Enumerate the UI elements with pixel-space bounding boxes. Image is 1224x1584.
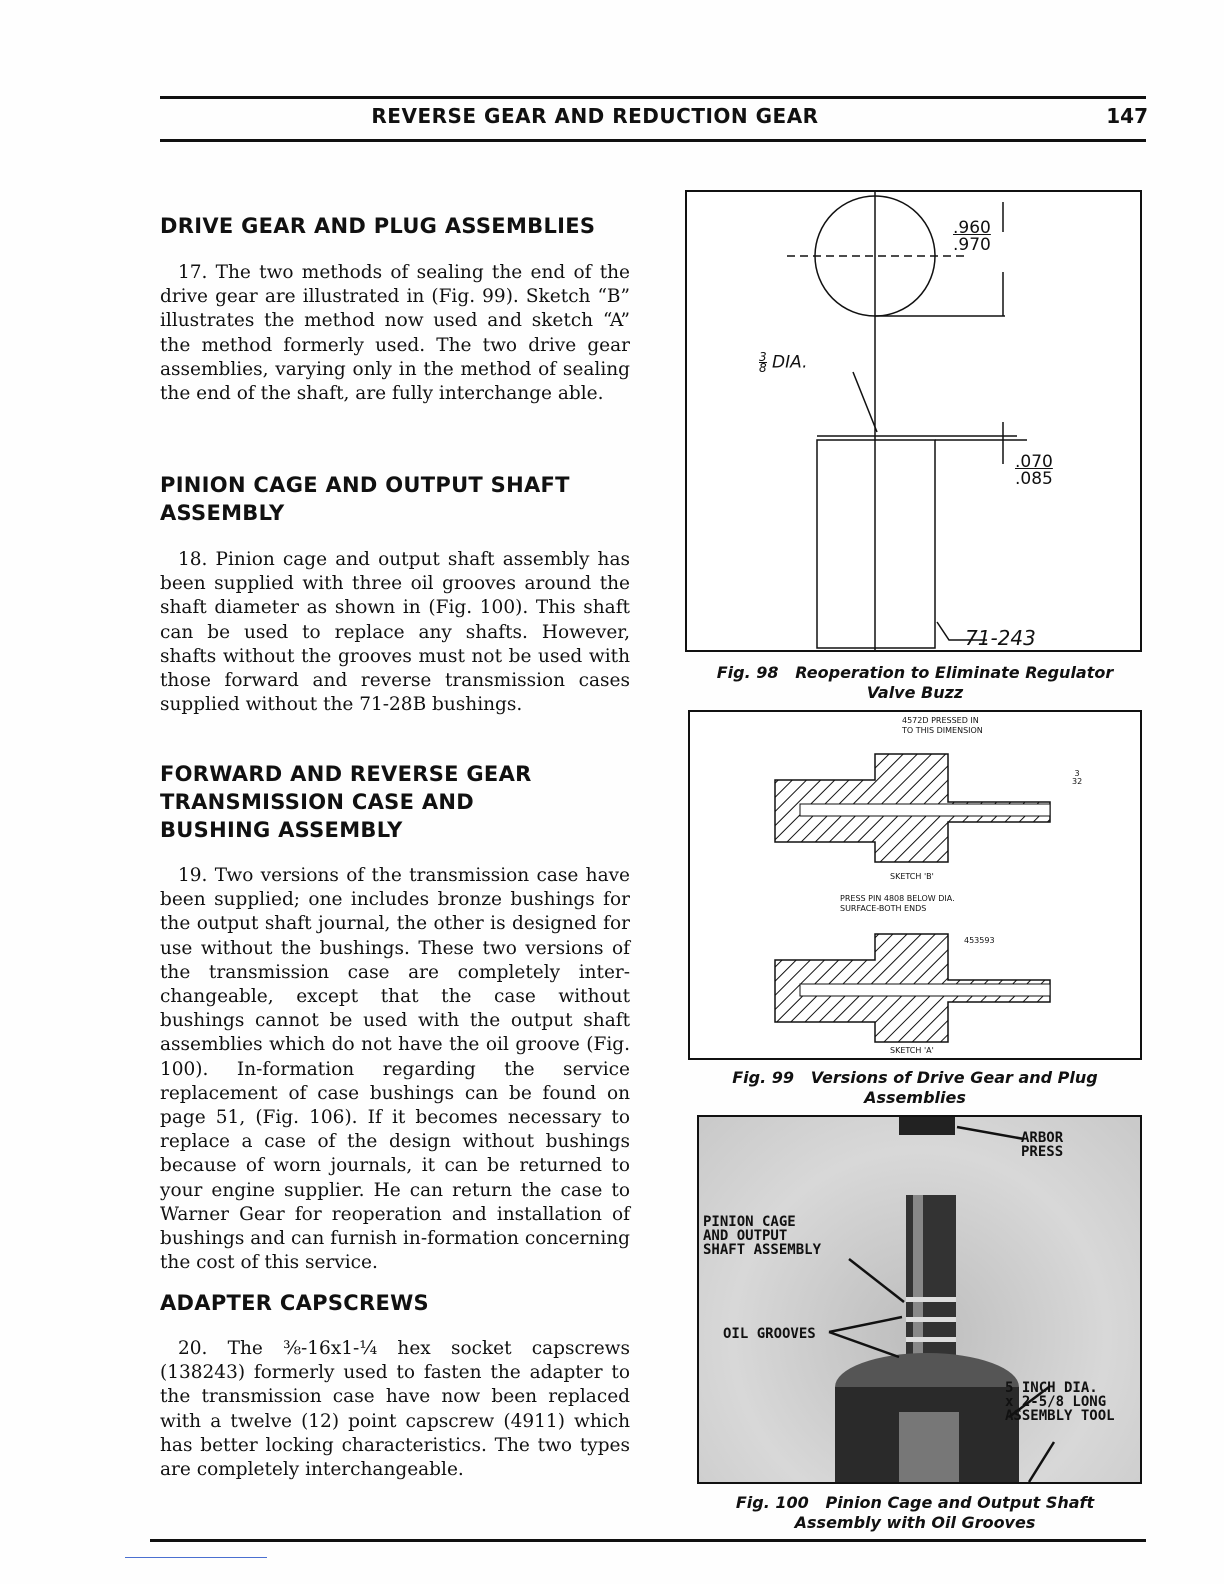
paragraph-20: 20. The ⅜-16x1-¼ hex socket capscrews (138243) formerly used to fasten the adapter to the transmission case have now been replaced with a twelve (12) point capscrew (4911) which has better locking characteristics. The two types are completely interchangeable. [160,1338,630,1481]
section-heading: PINION CAGE AND OUTPUT SHAFT ASSEMBLY [160,473,570,525]
section-heading: FORWARD AND REVERSE GEAR TRANSMISSION CASE AND BUSHING ASSEMBLY [160,762,532,842]
note-dimension: TO THIS DIMENSION [902,726,983,735]
section-heading: ADAPTER CAPSCREWS [160,1291,429,1315]
sketch-a-label: SKETCH 'A' [890,1046,934,1055]
label-tool-dia: 5 INCH DIA. [1005,1380,1098,1396]
note-4572d: 4572D PRESSED IN [902,716,979,725]
figure-99-drawing [688,710,1142,1060]
dim-top-lower: .970 [953,235,991,255]
note-surface: SURFACE-BOTH ENDS [840,904,927,913]
caption-number: Fig. 98 [716,663,779,682]
header-rule-top [160,96,1146,99]
caption-text: Versions of Drive Gear and Plug Assemblies [810,1068,1098,1107]
label-shaft-assembly: SHAFT ASSEMBLY [703,1242,822,1258]
figure-100-photo [697,1115,1142,1484]
figure-99-caption [690,1068,1140,1108]
sketch-b-label: SKETCH 'B' [890,872,934,881]
label-oil-grooves: OIL GROOVES [723,1326,816,1342]
dim-top-upper: .960 [953,218,991,238]
caption-text: Pinion Cage and Output Shaft Assembly with Oil Grooves [794,1493,1095,1532]
dia-denominator: 8 [759,361,767,375]
caption-text: Reoperation to Eliminate Regulator Valve Buzz [795,663,1114,702]
valve-drawing [687,192,1140,650]
shaft-photo [699,1117,1140,1482]
drive-gear-sections [690,712,1140,1058]
fraction-denominator: 32 [1072,777,1083,786]
caption-number: Fig. 100 [735,1493,809,1512]
dia-numerator: 3 [759,350,767,364]
figure-98-drawing [685,190,1142,652]
dim-mid-upper: .070 [1015,452,1053,472]
label-output: AND OUTPUT [703,1228,788,1244]
paragraph-19: 19. Two versions of the transmission case have been supplied; one includes bronze bushings for the output shaft journal, the other is designed for use without the bushings. These two versions of the transmission case are completely inter-changeable, except that the case without bushings cannot be used with the output shaft assemblies which do not have the oil groove (Fig. 100). In-formation regarding the service replacement of case bushings can be found on page 51, (Fig. 106). If it becomes necessary to replace a case of the design without bushings because of worn journals, it can be returned to your engine supplier. He can return the case to Warner Gear for reoperation and installation of bushings and can furnish in-formation concerning the cost of this service. [160,865,630,1274]
section-heading: DRIVE GEAR AND PLUG ASSEMBLIES [160,214,596,238]
running-header: REVERSE GEAR AND REDUCTION GEAR [371,104,819,128]
part-453593: 453593 [964,936,995,945]
figure-98-caption [690,663,1140,703]
dia-label: DIA. [772,352,808,373]
label-arbor: ARBOR [1021,1130,1064,1146]
paragraph-17: 17. The two methods of sealing the end of the drive gear are illustrated in (Fig. 99). Sketch “B” illustrates the method now used and sketch “A” the method formerly used. The two drive gear assemblies, varying only in the method of sealing the end of the shaft, are fully interchange able. [160,262,630,405]
label-pinion: PINION CAGE [703,1214,796,1230]
part-number: 71-243 [965,626,1036,650]
footer-mark [125,1557,267,1558]
footer-rule [150,1539,1146,1542]
dim-mid-lower: .085 [1015,469,1053,489]
label-tool-length: x 2-5/8 LONG [1005,1394,1107,1410]
fraction-numerator: 3 [1074,769,1080,778]
figure-100-caption [690,1493,1140,1533]
header-rule-bottom [160,139,1146,142]
caption-number: Fig. 99 [732,1068,795,1087]
note-press-pin: PRESS PIN 4808 BELOW DIA. [840,894,955,903]
page-number: 147 [1106,104,1148,128]
label-press: PRESS [1021,1144,1064,1160]
paragraph-18: 18. Pinion cage and output shaft assembly has been supplied with three oil grooves around the shaft diameter as shown in (Fig. 100). This shaft can be used to replace any shafts. However, shafts without the grooves must not be used with those forward and reverse transmission cases supplied without the 71-28B bushings. [160,549,630,716]
label-assembly-tool: ASSEMBLY TOOL [1005,1408,1115,1424]
